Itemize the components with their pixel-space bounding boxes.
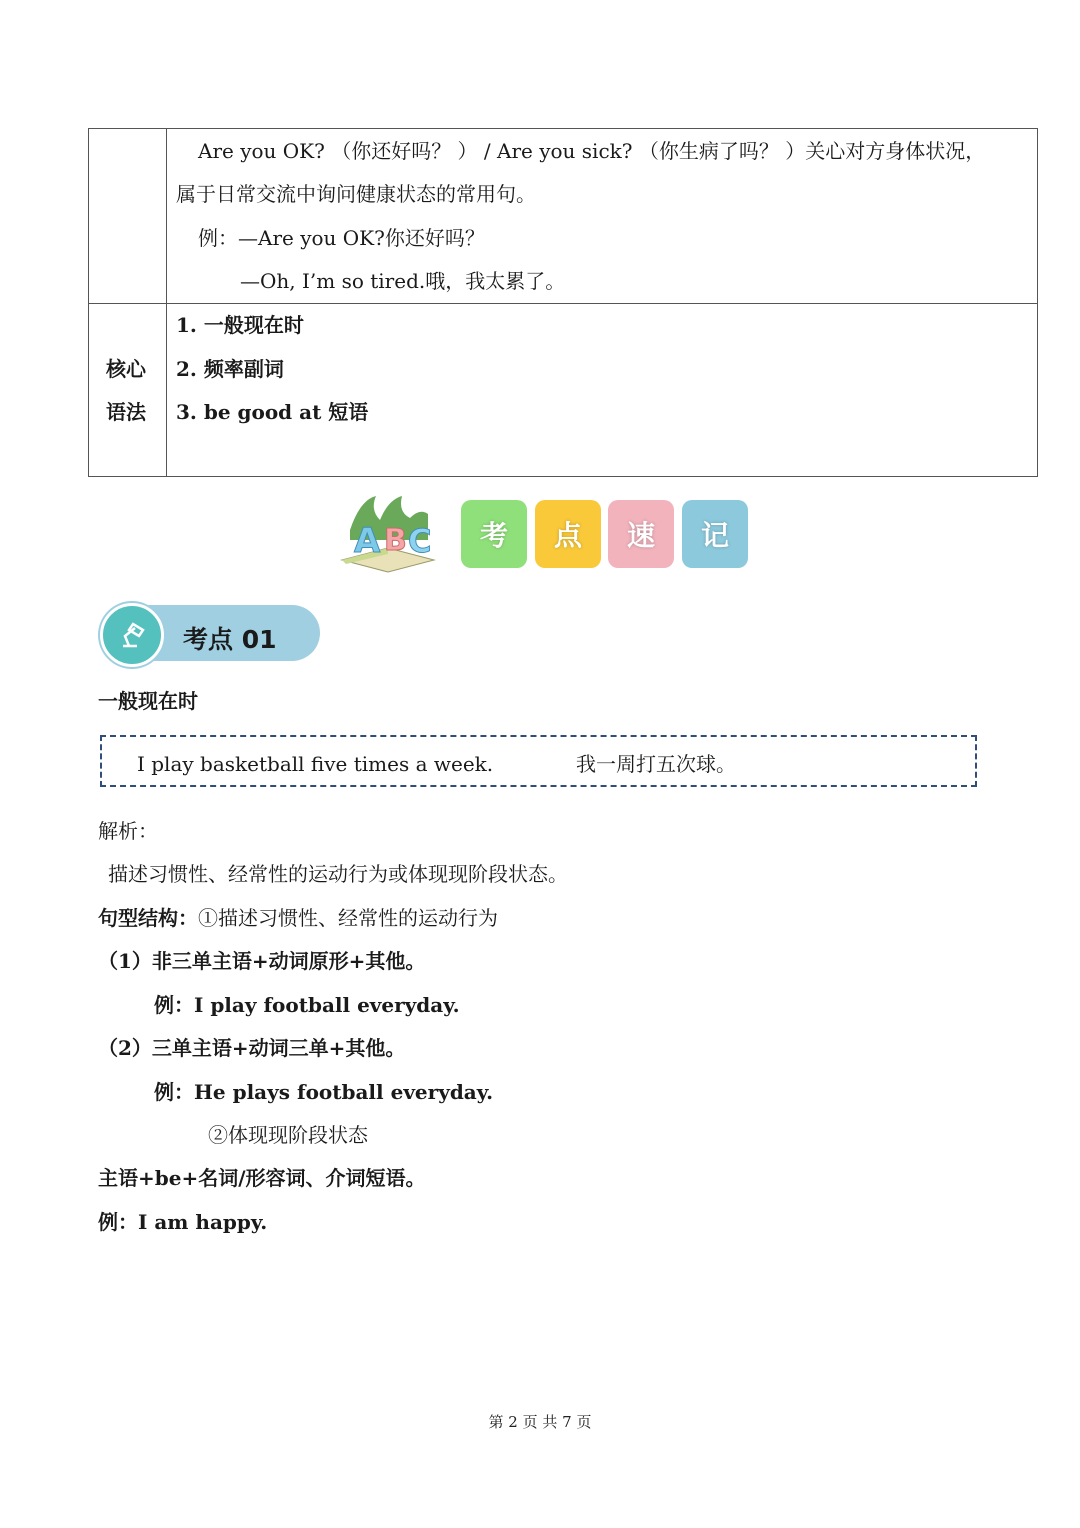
- page-number: 第 2 页 共 7 页: [488, 1413, 592, 1431]
- structure-item-2: ②体现现阶段状态: [208, 1123, 368, 1147]
- rule-2: （2）三单主语+动词三单+其他。: [98, 1036, 406, 1060]
- table-row1-line3: 例：—Are you OK?你还好吗？: [198, 226, 485, 250]
- example-3: 例：I am happy.: [98, 1210, 268, 1234]
- table-row1-line1: Are you OK? （你还好吗？ ） / Are you sick? （你生病了吗？ ）关心对方身体状况，: [198, 139, 986, 163]
- notes-table: [88, 128, 1038, 477]
- structure-label: 句型结构：: [98, 906, 198, 930]
- table-row-divider: [89, 303, 1037, 304]
- svg-text:C: C: [408, 522, 432, 560]
- banner-tile-ji: 记: [682, 500, 748, 568]
- svg-text:A: A: [354, 521, 381, 561]
- lamp-icon: [100, 603, 164, 667]
- structure-line: [98, 906, 498, 930]
- abc-book-logo: [332, 490, 444, 574]
- grammar-item-2: 2. 频率副词: [176, 357, 284, 381]
- banner-tile-su: 速: [608, 500, 674, 568]
- banner-tile-kao: 考: [461, 500, 527, 568]
- analysis-label: 解析：: [98, 819, 158, 843]
- rule-3: 主语+be+名词/形容词、介词短语。: [98, 1166, 426, 1190]
- example-english: I play basketball five times a week.: [137, 752, 494, 776]
- rule-1: （1）非三单主语+动词原形+其他。: [98, 949, 426, 973]
- analysis-desc: 描述习惯性、经常性的运动行为或体现现阶段状态。: [108, 862, 568, 886]
- example-2: 例：He plays football everyday.: [154, 1080, 494, 1104]
- table-row2-label-line1: 核心: [106, 357, 146, 381]
- section-badge-label: 考点 01: [183, 625, 277, 654]
- grammar-item-1: 1. 一般现在时: [176, 313, 304, 337]
- grammar-item-3: 3. be good at 短语: [176, 400, 369, 424]
- banner-tile-dian: 点: [535, 500, 601, 568]
- example-1: 例：I play football everyday.: [154, 993, 460, 1017]
- section-heading: 一般现在时: [98, 689, 198, 713]
- svg-text:B: B: [384, 523, 407, 558]
- table-row1-line2: 属于日常交流中询问健康状态的常用句。: [176, 182, 536, 206]
- table-row1-line4: —Oh, I’m so tired.哦，我太累了。: [240, 269, 566, 293]
- table-row2-label-line2: 语法: [106, 400, 146, 424]
- structure-item-1: ①描述习惯性、经常性的运动行为: [198, 906, 498, 930]
- example-chinese: 我一周打五次球。: [576, 752, 736, 776]
